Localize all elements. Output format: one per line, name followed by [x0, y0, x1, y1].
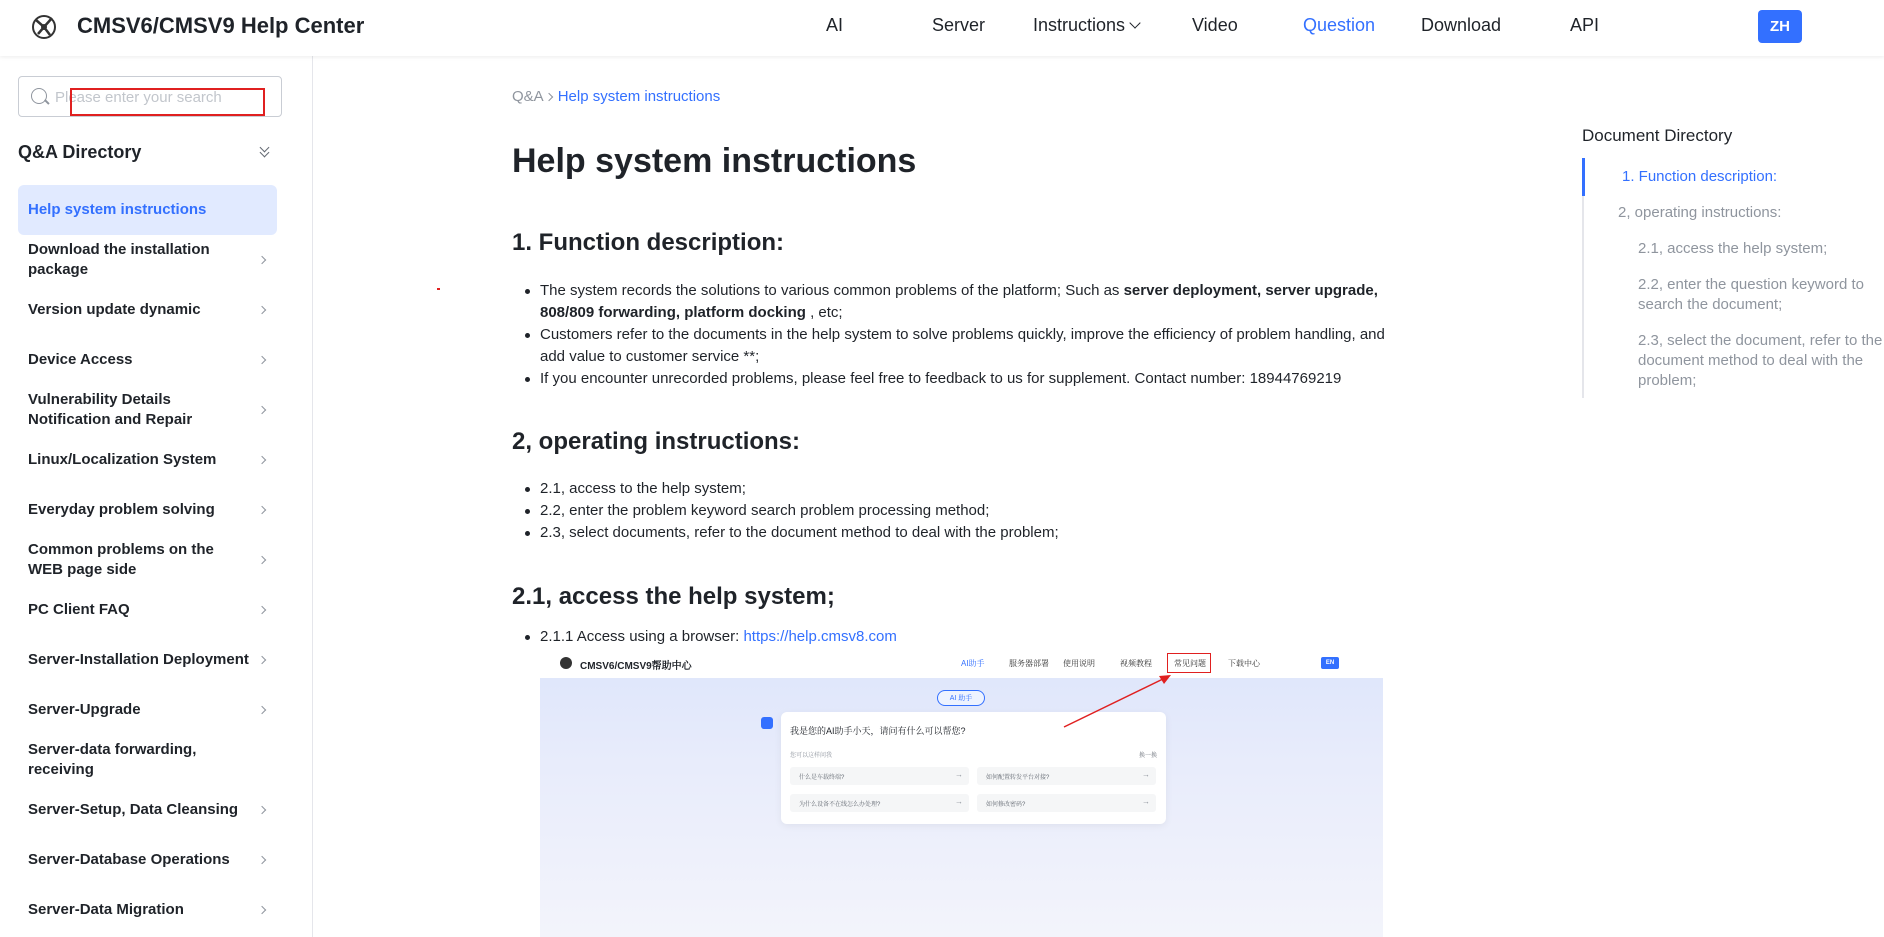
chevron-right-icon: [258, 606, 266, 614]
chevron-right-icon: [258, 656, 266, 664]
screenshot-highlight-box: [1167, 653, 1211, 673]
search-input[interactable]: [55, 85, 275, 109]
sidebar-item-device-access[interactable]: [18, 335, 277, 385]
chevron-right-icon: [258, 256, 266, 264]
nav-server[interactable]: Server: [932, 15, 986, 35]
chevron-down-icon: [1129, 17, 1140, 28]
screenshot-option: 为什么设备不在线怎么办处理? →: [790, 794, 969, 812]
sidebar-item-version-update[interactable]: [18, 285, 277, 335]
nav-question[interactable]: Question: [1303, 15, 1376, 35]
sidebar-item-everyday[interactable]: [18, 485, 277, 535]
sidebar-item-server-setup[interactable]: [18, 785, 277, 835]
section-heading-operating: 2, operating instructions:: [512, 428, 801, 455]
sidebar-item-server-migration[interactable]: [18, 885, 277, 935]
search-icon: [31, 88, 47, 104]
chevron-right-icon: [258, 556, 266, 564]
sidebar-item-help-system[interactable]: [18, 185, 277, 235]
screenshot-lang-button: EN: [1321, 657, 1339, 669]
sidebar-item-vulnerability[interactable]: [18, 385, 277, 435]
screenshot-nav-item: 视频教程: [1120, 659, 1152, 668]
language-toggle-button[interactable]: ZH: [1758, 10, 1802, 43]
breadcrumb-current[interactable]: Help system instructions: [557, 88, 721, 105]
chevron-right-icon: [258, 856, 266, 864]
page-title: Help system instructions: [512, 142, 917, 180]
screenshot-header: [540, 650, 1383, 678]
search-box[interactable]: [18, 76, 282, 117]
operating-list: [540, 478, 1385, 544]
screenshot-option: 如何配置转发平台对接? →: [977, 767, 1156, 785]
toc-title: Document Directory: [1582, 126, 1733, 145]
sidebar-item-web-problems[interactable]: [18, 535, 277, 585]
chevron-right-icon: [258, 906, 266, 914]
sidebar-item-label: Server-Data Migration: [28, 901, 184, 918]
chevron-right-icon: [544, 93, 552, 101]
sidebar-item-label: Server-Upgrade: [28, 701, 141, 718]
sidebar-item-label: Server-Installation Deployment: [28, 651, 249, 668]
chevron-right-icon: [258, 456, 266, 464]
chevron-right-icon: [258, 406, 266, 414]
sidebar: [0, 56, 313, 937]
list-item: 2.1, access to the help system;: [540, 478, 1385, 500]
sidebar-item-server-upgrade[interactable]: [18, 685, 277, 735]
chevron-right-icon: [258, 806, 266, 814]
nav-api[interactable]: API: [1570, 15, 1600, 35]
breadcrumb-root[interactable]: Q&A: [512, 88, 544, 105]
list-item: 2.1.1 Access using a browser: https://help.cmsv8.com: [540, 626, 1385, 648]
chevron-right-icon: [258, 306, 266, 314]
list-item: 2.3, select documents, refer to the document method to deal with the problem;: [540, 522, 1385, 544]
screenshot-chat-card: [781, 712, 1166, 824]
list-item: 2.2, enter the problem keyword search problem processing method;: [540, 500, 1385, 522]
screenshot-nav-item: 使用说明: [1063, 659, 1095, 668]
robot-icon: [761, 717, 773, 729]
logo-icon: [560, 657, 572, 669]
sidebar-item-label: PC Client FAQ: [28, 601, 130, 618]
sidebar-item-label: Server-Database Operations: [28, 851, 230, 868]
section-heading-function: 1. Function description:: [512, 229, 785, 256]
list-item: If you encounter unrecorded problems, please feel free to feedback to us for supplement. Contact number: 18944769219: [540, 368, 1385, 390]
help-center-screenshot: [540, 650, 1383, 937]
top-header: [0, 0, 1884, 56]
screenshot-hint: 您可以这样问我: [790, 753, 833, 759]
access-list: [540, 626, 1385, 648]
sidebar-item-server-forwarding[interactable]: [18, 735, 277, 785]
collapse-all-icon[interactable]: [258, 144, 272, 158]
nav-ai[interactable]: AI: [826, 15, 844, 35]
screenshot-option: 如何修改密码? →: [977, 794, 1156, 812]
list-item: The system records the solutions to various common problems of the platform; Such as server deployment, server upgrade, 808/809 forwarding, platform docking , etc;: [540, 280, 1385, 324]
sidebar-item-label: Device Access: [28, 351, 133, 368]
sidebar-item-label: Vulnerability Details Notification and Repair: [28, 391, 193, 428]
stray-mark: [437, 288, 440, 290]
toc-item-access[interactable]: 2.1, access the help system;: [1638, 240, 1828, 257]
sidebar-item-label: Common problems on the WEB page side: [28, 541, 214, 578]
screenshot-nav-item: AI助手: [961, 659, 985, 668]
chevron-right-icon: [258, 506, 266, 514]
toc-item-function[interactable]: 1. Function description:: [1622, 168, 1778, 185]
screenshot-nav-item: 下载中心: [1228, 659, 1260, 668]
screenshot-refresh: 换一换: [1138, 753, 1157, 759]
nav-download[interactable]: Download: [1421, 15, 1502, 35]
sidebar-item-server-install[interactable]: [18, 635, 277, 685]
sidebar-item-label: Server-data forwarding, receiving: [28, 741, 197, 778]
help-site-link[interactable]: https://help.cmsv8.com: [743, 628, 897, 645]
sidebar-item-pc-client[interactable]: [18, 585, 277, 635]
sidebar-item-label: Everyday problem solving: [28, 501, 215, 518]
chevron-right-icon: [258, 706, 266, 714]
sidebar-item-label: Server-Setup, Data Cleansing: [28, 801, 239, 818]
sidebar-item-download-package[interactable]: [18, 235, 277, 285]
sidebar-item-label: Version update dynamic: [28, 301, 201, 318]
toc-item-search[interactable]: 2.2, enter the question keyword to search the document;: [1638, 276, 1864, 313]
list-item: Customers refer to the documents in the help system to solve problems quickly, improve the efficiency of problem handling, and add value to customer service **;: [540, 324, 1385, 368]
screenshot-nav-item: 常见问题: [1174, 659, 1206, 668]
section-heading-access: 2.1, access the help system;: [512, 583, 835, 610]
sidebar-item-linux[interactable]: [18, 435, 277, 485]
nav-instructions[interactable]: [1033, 15, 1139, 36]
nav-instructions-label: Instructions: [1033, 15, 1126, 35]
sidebar-item-label: Linux/Localization System: [28, 451, 217, 468]
screenshot-brand: CMSV6/CMSV9帮助中心: [580, 661, 692, 672]
function-list: [540, 280, 1385, 390]
toc-item-operating[interactable]: 2, operating instructions:: [1618, 204, 1782, 221]
screenshot-ai-pill: AI 助手: [937, 690, 985, 706]
sidebar-item-server-database[interactable]: [18, 835, 277, 885]
screenshot-greeting: 我是您的AI助手小天，请问有什么可以帮您?: [790, 726, 966, 736]
screenshot-nav-item: 服务器部署: [1009, 659, 1049, 668]
brand-title[interactable]: CMSV6/CMSV9 Help Center: [77, 13, 365, 38]
breadcrumb: [512, 88, 720, 105]
logo-icon[interactable]: [28, 12, 60, 42]
sidebar-item-label: Download the installation package: [28, 241, 210, 278]
toc-item-select[interactable]: 2.3, select the document, refer to the document method to deal with the problem;: [1638, 332, 1883, 389]
sidebar-item-label: Help system instructions: [28, 201, 207, 218]
nav-video[interactable]: Video: [1192, 15, 1238, 35]
toc-active-indicator: [1582, 158, 1585, 196]
directory-title: Q&A Directory: [18, 142, 142, 162]
screenshot-option: 什么是车载终端? →: [790, 767, 969, 785]
chevron-right-icon: [258, 356, 266, 364]
